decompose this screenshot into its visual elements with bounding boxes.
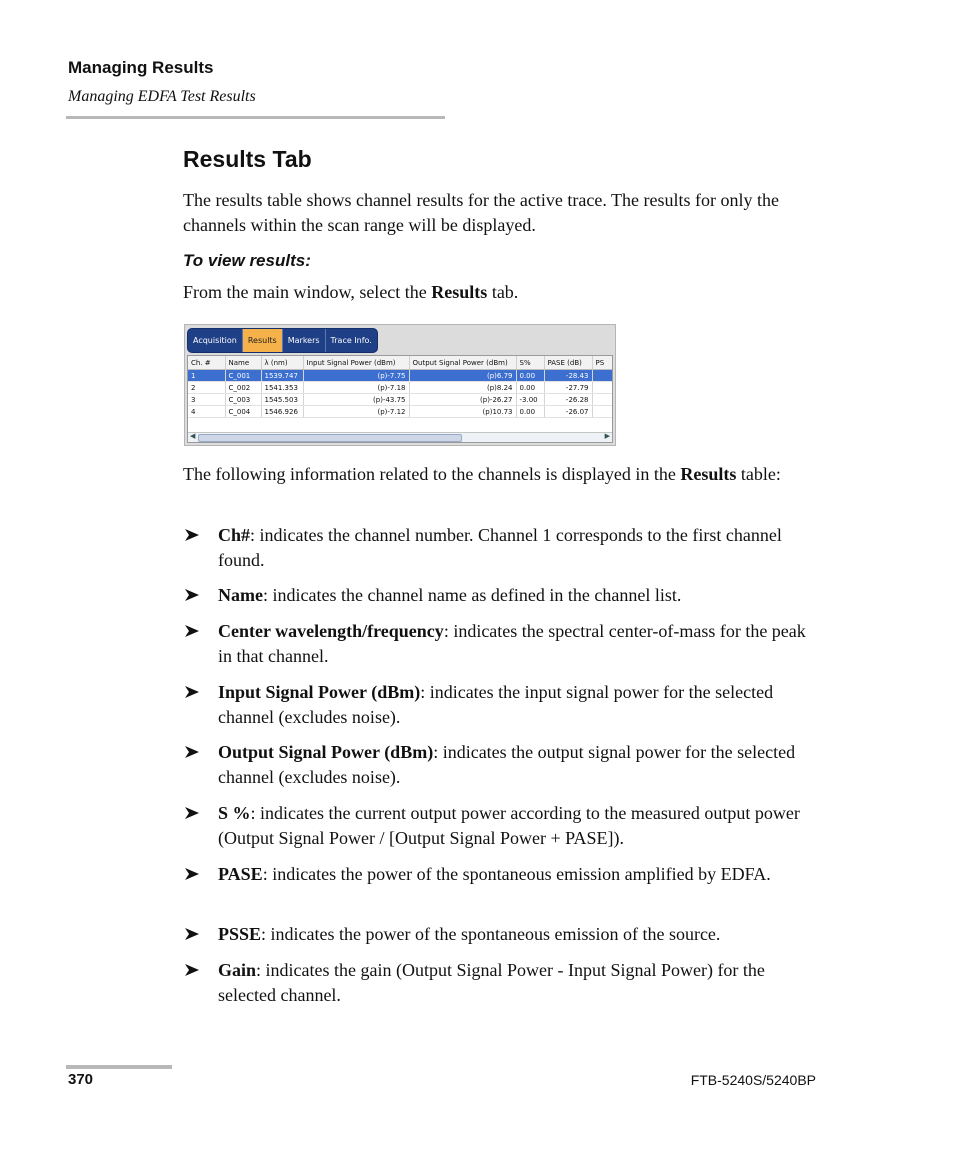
after-screenshot-paragraph <box>183 462 823 487</box>
column-header[interactable]: S% <box>516 356 544 370</box>
table-cell: (p)6.79 <box>409 370 516 382</box>
arrow-bullet-icon <box>183 585 201 605</box>
bullet-term: PSSE <box>218 924 262 944</box>
table-cell: C_002 <box>225 382 261 394</box>
table-cell: -28.43 <box>544 370 592 382</box>
bullet-term: Output Signal Power (dBm) <box>218 742 434 762</box>
table-cell: 0.00 <box>516 382 544 394</box>
table-header-row <box>188 356 613 370</box>
arrow-bullet-icon <box>183 803 201 823</box>
after-pre: The following information related to the channels is displayed in the <box>183 464 681 484</box>
table-row[interactable] <box>188 370 613 382</box>
product-model: FTB-5240S/5240BP <box>690 1072 816 1088</box>
column-header[interactable]: PS <box>592 356 613 370</box>
table-cell <box>592 370 613 382</box>
table-cell: (p)-43.75 <box>303 394 409 406</box>
arrow-bullet-icon <box>183 682 201 702</box>
arrow-bullet-icon <box>183 525 201 545</box>
arrow-bullet-icon <box>183 924 201 944</box>
table-cell: -27.79 <box>544 382 592 394</box>
table-cell: -3.00 <box>516 394 544 406</box>
bullet-text: : indicates the power of the spontaneous emission amplified by EDFA. <box>262 864 771 884</box>
table-cell: 1539.747 <box>261 370 303 382</box>
table-cell: C_003 <box>225 394 261 406</box>
bullet-term: Input Signal Power (dBm) <box>218 682 421 702</box>
bullet-center-wavelength <box>183 619 823 669</box>
table-cell: (p)-7.12 <box>303 406 409 418</box>
table-cell: 4 <box>188 406 225 418</box>
table-cell <box>592 382 613 394</box>
horizontal-scrollbar[interactable] <box>188 432 612 442</box>
table-cell: (p)-26.27 <box>409 394 516 406</box>
tab-bar <box>187 328 378 353</box>
bullet-term: Ch# <box>218 525 251 545</box>
column-header[interactable]: Ch. # <box>188 356 225 370</box>
after-bold: Results <box>680 464 737 484</box>
table-cell: 1 <box>188 370 225 382</box>
header-subsection-title: Managing EDFA Test Results <box>68 88 256 105</box>
bullet-gain <box>183 958 823 1008</box>
bullet-pase <box>183 862 823 887</box>
column-header[interactable]: PASE (dB) <box>544 356 592 370</box>
bullet-text: : indicates the power of the spontaneous emission of the source. <box>261 924 721 944</box>
table-cell <box>592 406 613 418</box>
bullet-term: Gain <box>218 960 257 980</box>
page-title: Results Tab <box>183 146 312 172</box>
procedure-step-pre: From the main window, select the <box>183 282 432 302</box>
arrow-bullet-icon <box>183 864 201 884</box>
table-cell: -26.07 <box>544 406 592 418</box>
table-cell: 1546.926 <box>261 406 303 418</box>
table-cell: C_004 <box>225 406 261 418</box>
tab-trace-info[interactable]: Trace Info. <box>330 336 372 345</box>
table-cell: 0.00 <box>516 370 544 382</box>
table-cell: C_001 <box>225 370 261 382</box>
column-header[interactable]: λ (nm) <box>261 356 303 370</box>
intro-paragraph: The results table shows channel results for the active trace. The results for only the channels within the scan range will be displayed. <box>183 190 779 235</box>
table-cell <box>592 394 613 406</box>
arrow-bullet-icon <box>183 960 201 980</box>
results-table-container <box>187 355 613 443</box>
bullet-s-percent <box>183 801 823 851</box>
bullet-output-signal-power <box>183 740 823 790</box>
table-cell: 0.00 <box>516 406 544 418</box>
table-cell: 2 <box>188 382 225 394</box>
after-post: table: <box>736 464 781 484</box>
bullet-text: : indicates the spectral center-of-mass for the peak in that channel. <box>218 621 806 666</box>
header-divider <box>66 116 445 119</box>
bullet-text: : indicates the input signal power for the selected channel (excludes noise). <box>218 682 774 727</box>
table-row[interactable] <box>188 394 613 406</box>
scroll-right-icon[interactable]: ▶ <box>604 432 610 440</box>
bullet-text: : indicates the output signal power for the selected channel (excludes noise). <box>218 742 796 787</box>
bullet-ch <box>183 523 823 573</box>
tab-results[interactable]: Results <box>243 329 283 352</box>
table-cell: 1545.503 <box>261 394 303 406</box>
tab-acquisition[interactable]: Acquisition <box>188 329 243 352</box>
procedure-heading: To view results: <box>183 251 311 270</box>
bullet-text: : indicates the channel name as defined in the channel list. <box>262 585 682 605</box>
column-header[interactable]: Name <box>225 356 261 370</box>
bullet-text: : indicates the channel number. Channel 1 corresponds to the first channel found. <box>218 525 782 570</box>
table-row[interactable] <box>188 406 613 418</box>
table-cell: (p)8.24 <box>409 382 516 394</box>
table-cell: 1541.353 <box>261 382 303 394</box>
table-cell: 3 <box>188 394 225 406</box>
procedure-step <box>183 280 823 305</box>
scroll-left-icon[interactable]: ◀ <box>190 432 196 440</box>
bullet-text: : indicates the gain (Output Signal Power - Input Signal Power) for the selected channel. <box>218 960 765 1005</box>
arrow-bullet-icon <box>183 621 201 641</box>
footer-divider <box>66 1065 172 1069</box>
bullet-name <box>183 583 823 608</box>
results-tab-screenshot <box>184 324 616 446</box>
bullet-term: Center wavelength/frequency <box>218 621 444 641</box>
column-header[interactable]: Output Signal Power (dBm) <box>409 356 516 370</box>
bullet-psse <box>183 922 823 947</box>
page-number: 370 <box>68 1071 94 1088</box>
arrow-bullet-icon <box>183 742 201 762</box>
table-cell: (p)-7.75 <box>303 370 409 382</box>
bullet-term: S % <box>218 803 251 823</box>
bullet-term: PASE <box>218 864 263 884</box>
tab-markers[interactable]: Markers <box>283 329 326 352</box>
table-cell: -26.28 <box>544 394 592 406</box>
procedure-step-bold: Results <box>431 282 488 302</box>
column-header[interactable]: Input Signal Power (dBm) <box>303 356 409 370</box>
table-cell: (p)-7.18 <box>303 382 409 394</box>
bullet-text: : indicates the current output power according to the measured output power (Output Signal Power / [Output Signal Power + PASE]). <box>218 803 800 848</box>
results-table <box>188 356 613 418</box>
bullet-input-signal-power <box>183 680 823 730</box>
header-section-title: Managing Results <box>68 58 214 77</box>
bullet-term: Name <box>218 585 263 605</box>
table-row[interactable] <box>188 382 613 394</box>
procedure-step-post: tab. <box>487 282 519 302</box>
table-cell: (p)10.73 <box>409 406 516 418</box>
scrollbar-thumb[interactable] <box>198 434 462 442</box>
